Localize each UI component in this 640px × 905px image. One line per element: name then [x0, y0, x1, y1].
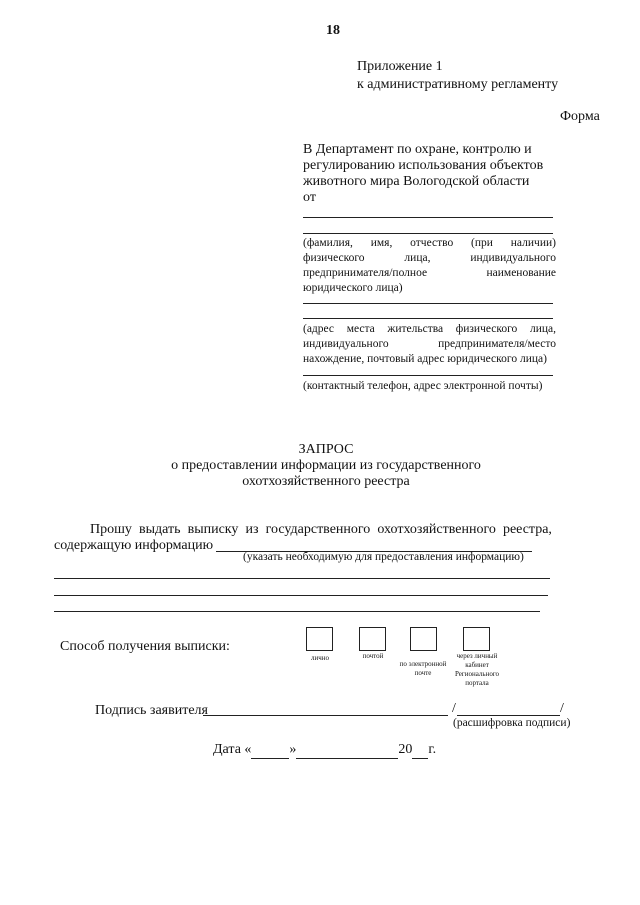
hint-contact: (контактный телефон, адрес электронной почты)	[303, 380, 543, 392]
hint-requested-info: (указать необходимую для предоставления информацию)	[243, 551, 524, 563]
info-line-3[interactable]	[54, 611, 540, 612]
option-label-by-mail: почтой	[362, 652, 384, 660]
date-close-quote: »	[289, 742, 297, 757]
addressee-line-2: регулированию использования объектов	[303, 158, 544, 173]
appendix-title: Приложение 1	[357, 59, 443, 74]
request-text-line-1: Прошу выдать выписку из государственного охотхозяйственного реестра,	[90, 522, 552, 537]
form-label: Форма	[560, 109, 600, 124]
info-line-1[interactable]	[54, 578, 550, 579]
document-subtitle-2: охотхозяйственного реестра	[242, 474, 410, 489]
date-month-field[interactable]	[296, 741, 398, 759]
addressee-from: от	[303, 190, 316, 205]
hint-address-line-1: (адрес места жительства физического лица,	[303, 323, 556, 335]
hint-name-line-1: (фамилия, имя, отчество (при наличии)	[303, 237, 556, 249]
hint-name-line-2: физического лица, индивидуального	[303, 252, 556, 264]
signature-slash-2: /	[560, 701, 564, 716]
date-day-field[interactable]	[251, 741, 289, 759]
checkbox-portal[interactable]	[463, 627, 490, 651]
date-year-prefix: 20	[398, 742, 413, 757]
info-line-2[interactable]	[54, 595, 548, 596]
hint-address-line-3: нахождение, почтовый адрес юридического лица)	[303, 353, 547, 365]
addressee-line-1: В Департамент по охране, контролю и	[303, 142, 532, 157]
document-subtitle-1: о предоставлении информации из государственного	[171, 458, 481, 473]
addressee-line-3: животного мира Вологодской области	[303, 174, 530, 189]
option-label-in-person: лично	[310, 654, 329, 662]
date-year-field[interactable]	[412, 741, 428, 759]
checkbox-by-email[interactable]	[410, 627, 437, 651]
option-label-portal: через личный кабинет Регионального портала	[454, 652, 500, 687]
signature-line[interactable]	[203, 715, 448, 716]
signature-slash-1: /	[452, 701, 456, 716]
hint-signature-decoding: (расшифровка подписи)	[453, 717, 571, 729]
appendix-subtitle: к административному регламенту	[357, 77, 559, 92]
checkbox-in-person[interactable]	[306, 627, 333, 651]
request-text-line-2: содержащую информацию	[54, 538, 214, 553]
date-label	[213, 741, 436, 759]
page-number: 18	[326, 23, 340, 38]
address-line-1[interactable]	[303, 303, 553, 304]
date-open: Дата «	[213, 742, 252, 757]
contact-line[interactable]	[303, 375, 553, 376]
option-label-by-email: по электронной почте	[399, 660, 447, 677]
hint-name-line-3: предпринимателя/полное наименование	[303, 267, 556, 279]
document-title: ЗАПРОС	[298, 442, 354, 457]
hint-address-line-2: индивидуального предпринимателя/место	[303, 338, 556, 350]
signature-label: Подпись заявителя	[95, 703, 208, 718]
hint-name-line-4: юридического лица)	[303, 282, 403, 294]
checkbox-by-mail[interactable]	[359, 627, 386, 651]
applicant-name-line-1[interactable]	[303, 217, 553, 218]
address-line-2[interactable]	[303, 318, 553, 319]
applicant-name-line-2[interactable]	[303, 233, 553, 234]
method-label: Способ получения выписки:	[60, 639, 230, 654]
date-year-suffix: г.	[428, 742, 437, 757]
